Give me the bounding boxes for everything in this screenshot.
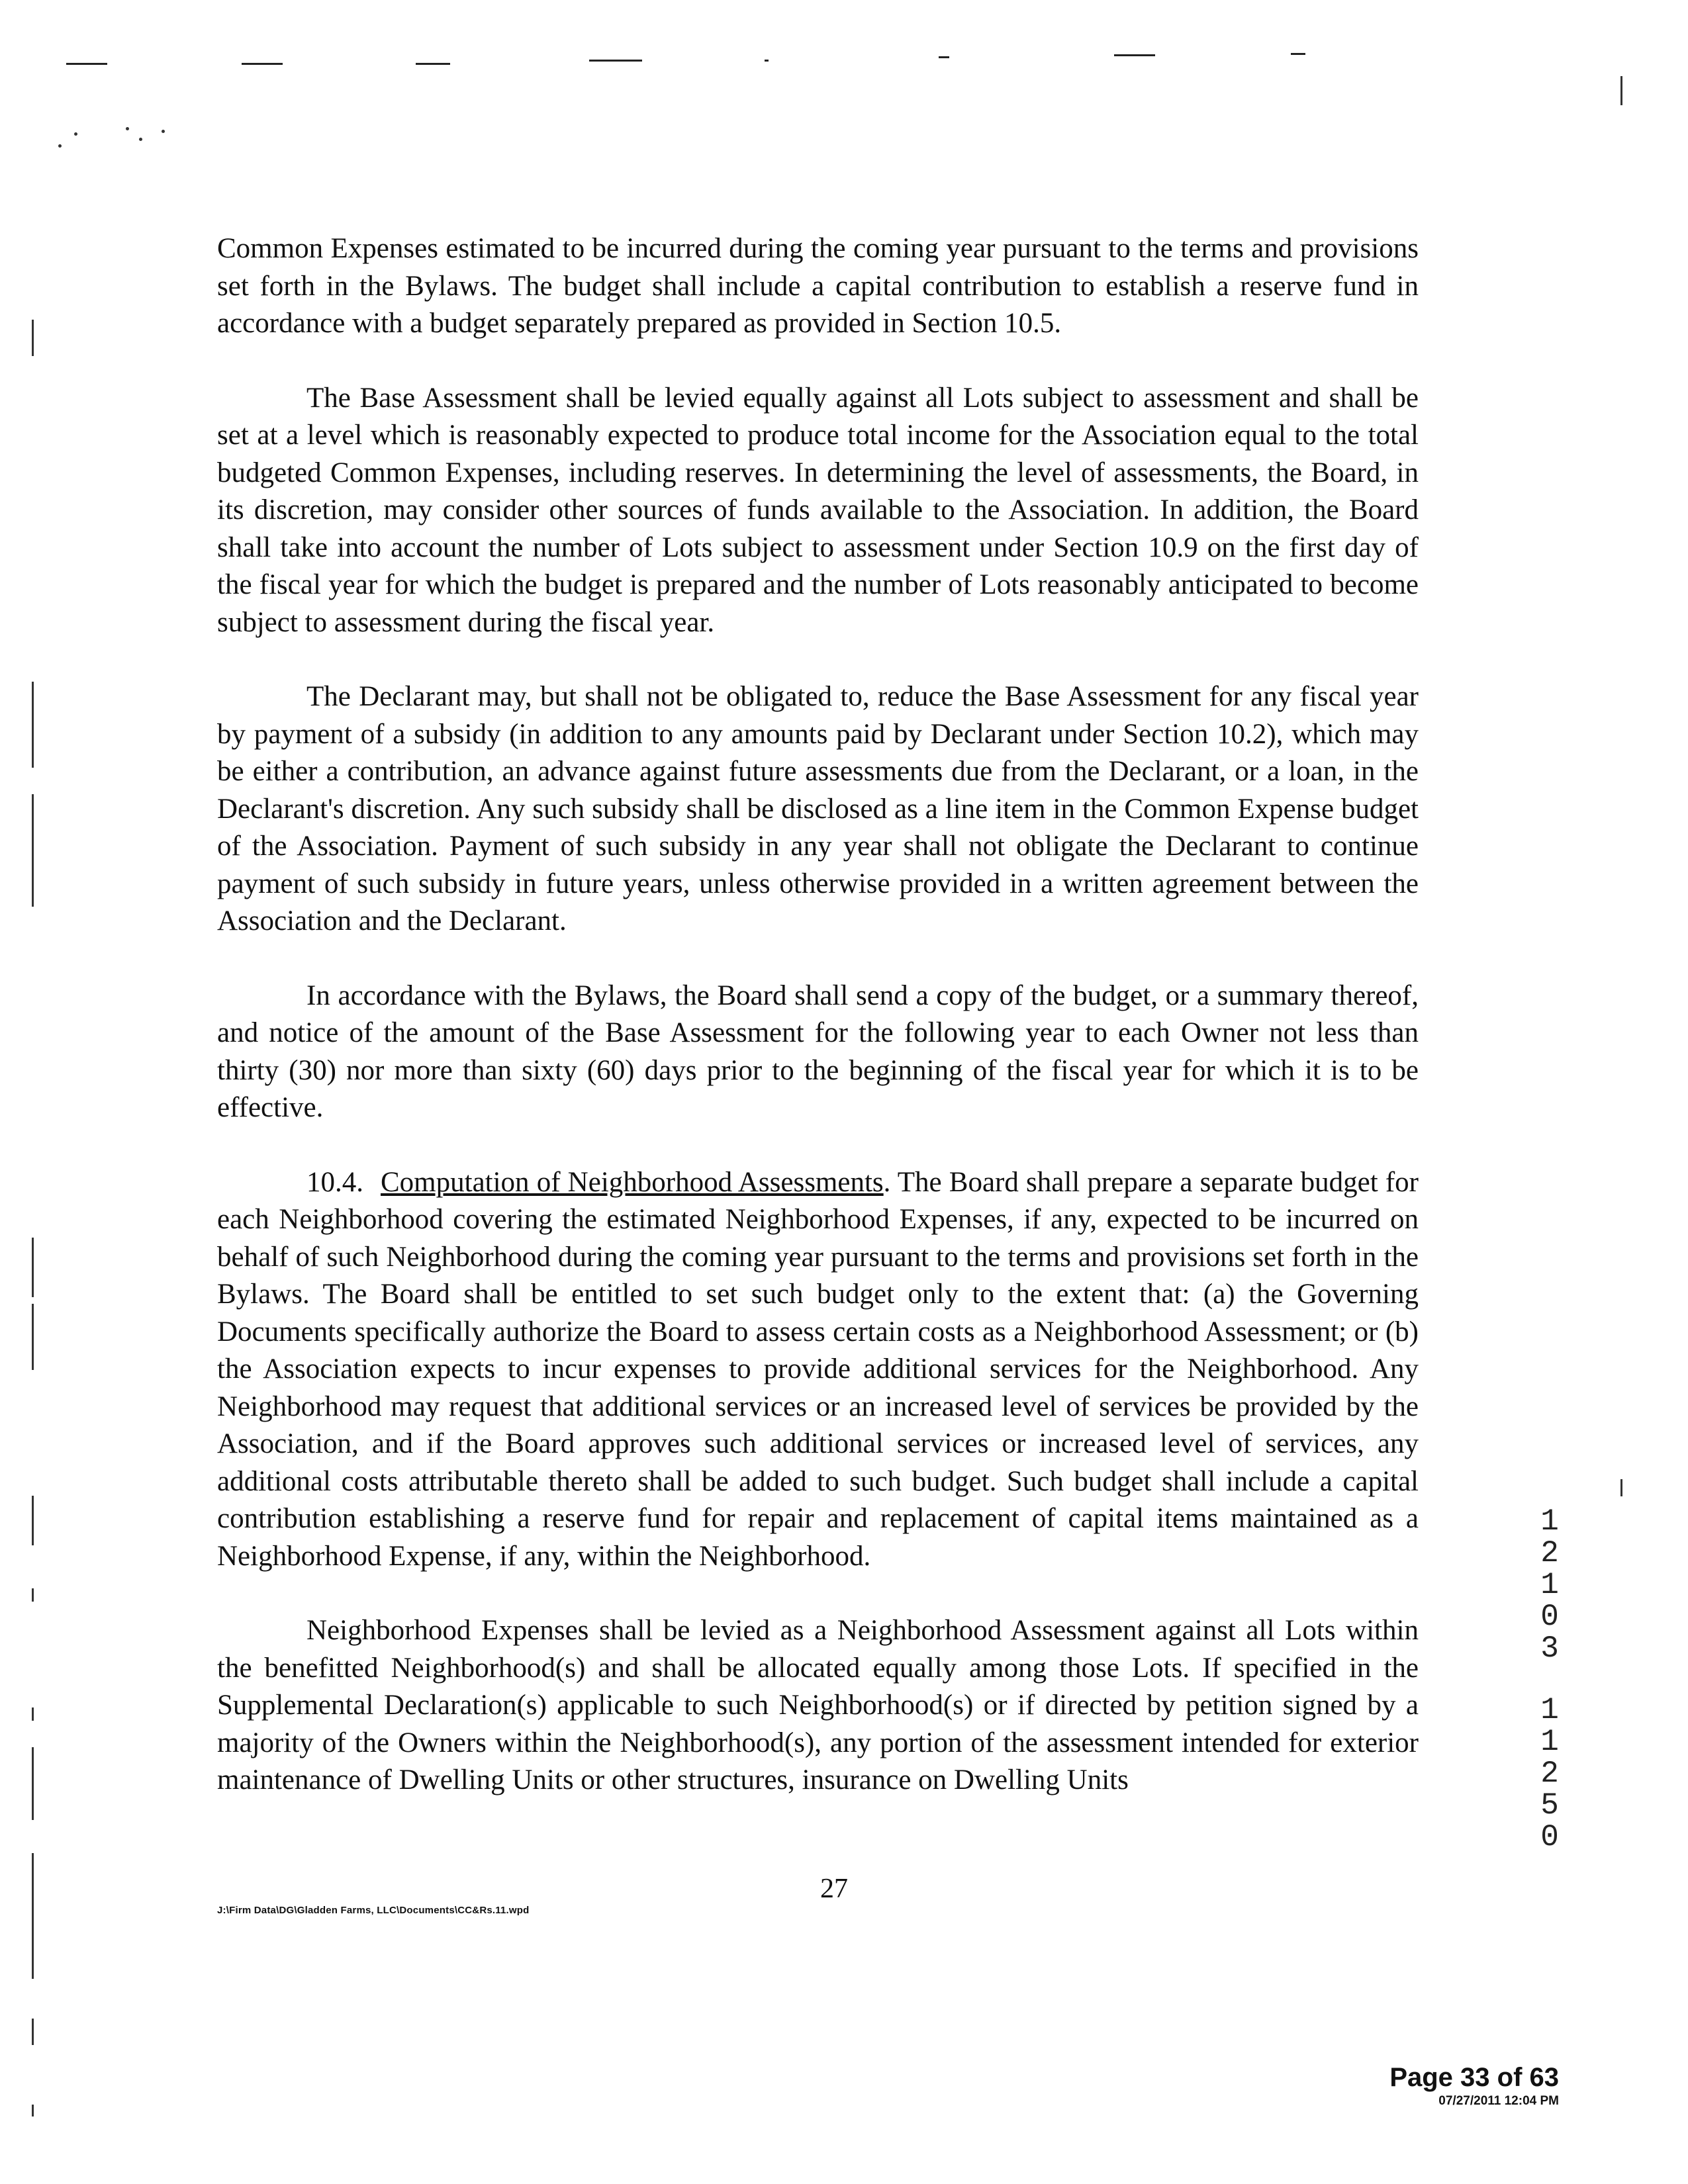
recording-digit: 1 <box>1540 1504 1559 1539</box>
scan-mark <box>58 144 62 148</box>
scan-mark <box>32 1853 34 1979</box>
recording-number-upper <box>1534 1506 1565 1664</box>
scan-mark <box>32 320 34 356</box>
document-body <box>217 230 1419 1837</box>
scan-mark <box>1620 1479 1622 1496</box>
section-body: . The Board shall prepare a separate budget for each Neighborhood covering the estimated Neighborhood Expenses, if any, expected to be incurred on behalf of such Neighborhood during the coming year pursuant to the terms and provisions set forth in the Bylaws. The Board shall be entitled to set such budget only to the extent that: (a) the Governing Documents specifically authorize the Board to assess certain costs as a Neighborhood Assessment; or (b) the Association expects to incur expenses to provide additional services for the Neighborhood. Any Neighborhood may request that additional services or an increased level of services be provided by the Association, and if the Board approves such additional services or increased level of services, any additional costs attributable thereto shall be added to such budget. Such budget shall include a capital contribution establishing a reserve fund for repair and replacement of capital items maintained as a Neighborhood Expense, if any, within the Neighborhood. <box>217 1166 1419 1572</box>
section-10-4 <box>217 1164 1419 1576</box>
paragraph-neighborhood-expenses: Neighborhood Expenses shall be levied as a Neighborhood Assessment against all Lots within the benefitted Neighborhood(s) and shall be allocated equally among those Lots. If specified in the Supplemental Declaration(s) applicable to such Neighborhood(s) or if directed by petition signed by a majority of the Owners within the Neighborhood(s), any portion of the assessment intended for exterior maintenance of Dwelling Units or other structures, insurance on Dwelling Units <box>217 1615 1419 1796</box>
section-number: 10.4. <box>306 1166 363 1198</box>
paragraph-budget-notice: In accordance with the Bylaws, the Board shall send a copy of the budget, or a summary thereof, and notice of the amount of the Base Assessment for the following year to each Owner not less than thirty (30) nor more than sixty (60) days prior to the beginning of the fiscal year for which it is to be effective. <box>217 979 1419 1123</box>
scan-mark <box>765 60 769 62</box>
recording-digit: 1 <box>1540 1693 1559 1727</box>
recording-number-lower <box>1534 1694 1565 1853</box>
scan-mark <box>589 60 642 62</box>
scan-mark <box>32 2105 34 2116</box>
scan-mark <box>1291 53 1305 55</box>
scan-mark <box>32 1238 34 1297</box>
page-number: 27 <box>820 1874 848 1904</box>
scan-mark <box>32 794 34 907</box>
recording-digit: 1 <box>1540 1568 1559 1602</box>
scan-mark <box>1620 76 1622 105</box>
scan-mark <box>32 2019 34 2045</box>
file-path: J:\Firm Data\DG\Gladden Farms, LLC\Documents\CC&Rs.11.wpd <box>217 1905 530 1916</box>
recording-digit: 3 <box>1540 1631 1559 1666</box>
recording-digit: 2 <box>1540 1756 1559 1791</box>
section-heading: Computation of Neighborhood Assessments <box>381 1166 884 1198</box>
scan-mark <box>126 127 129 130</box>
scan-mark <box>242 63 283 65</box>
recording-digit: 0 <box>1540 1820 1559 1854</box>
recording-digit: 5 <box>1540 1788 1559 1823</box>
paragraph-common-expenses: Common Expenses estimated to be incurred during the coming year pursuant to the terms and provisions set forth in the Bylaws. The budget shall include a capital contribution to establish a reserve fund in accordance with a budget separately prepared as provided in Section 10.5. <box>217 233 1419 339</box>
scan-mark <box>416 63 450 65</box>
paragraph-declarant-subsidy: The Declarant may, but shall not be obligated to, reduce the Base Assessment for any fiscal year by payment of a subsidy (in addition to any amounts paid by Declarant under Section 10.2), which may be either a contribution, an advance against future assessments due from the Declarant, or a loan, in the Declarant's discretion. Any such subsidy shall be disclosed as a line item in the Common Expense budget of the Association. Payment of such subsidy in any year shall not obligate the Declarant to continue payment of such subsidy in future years, unless otherwise provided in a written agreement between the Association and the Declarant. <box>217 681 1419 936</box>
scan-mark <box>32 1747 34 1820</box>
scan-mark <box>32 1304 34 1370</box>
scan-mark <box>32 1707 34 1721</box>
scan-mark <box>32 1496 34 1545</box>
scan-mark <box>32 1588 34 1602</box>
recording-digit: 0 <box>1540 1600 1559 1634</box>
scan-mark <box>32 682 34 768</box>
scan-mark <box>66 63 107 65</box>
scan-mark <box>1114 54 1155 56</box>
recorder-stamp <box>1389 2062 1559 2109</box>
recording-digit: 1 <box>1540 1725 1559 1759</box>
paragraph-base-assessment: The Base Assessment shall be levied equally against all Lots subject to assessment and shall be set at a level which is reasonably expected to produce total income for the Association equal to the total budgeted Common Expenses, including reserves. In determining the level of assessments, the Board, in its discretion, may consider other sources of funds available to the Association. In addition, the Board shall take into account the number of Lots subject to assessment under Section 10.9 on the first day of the fiscal year for which the budget is prepared and the number of Lots reasonably anticipated to become subject to assessment during the fiscal year. <box>217 382 1419 638</box>
scan-mark <box>162 130 165 133</box>
stamp-datetime: 07/27/2011 12:04 PM <box>1438 2094 1559 2108</box>
stamp-page-label: Page 33 of 63 <box>1389 2063 1559 2092</box>
scan-mark <box>139 138 142 141</box>
scan-mark <box>939 56 949 58</box>
recording-digit: 2 <box>1540 1536 1559 1570</box>
scan-mark <box>74 132 77 136</box>
